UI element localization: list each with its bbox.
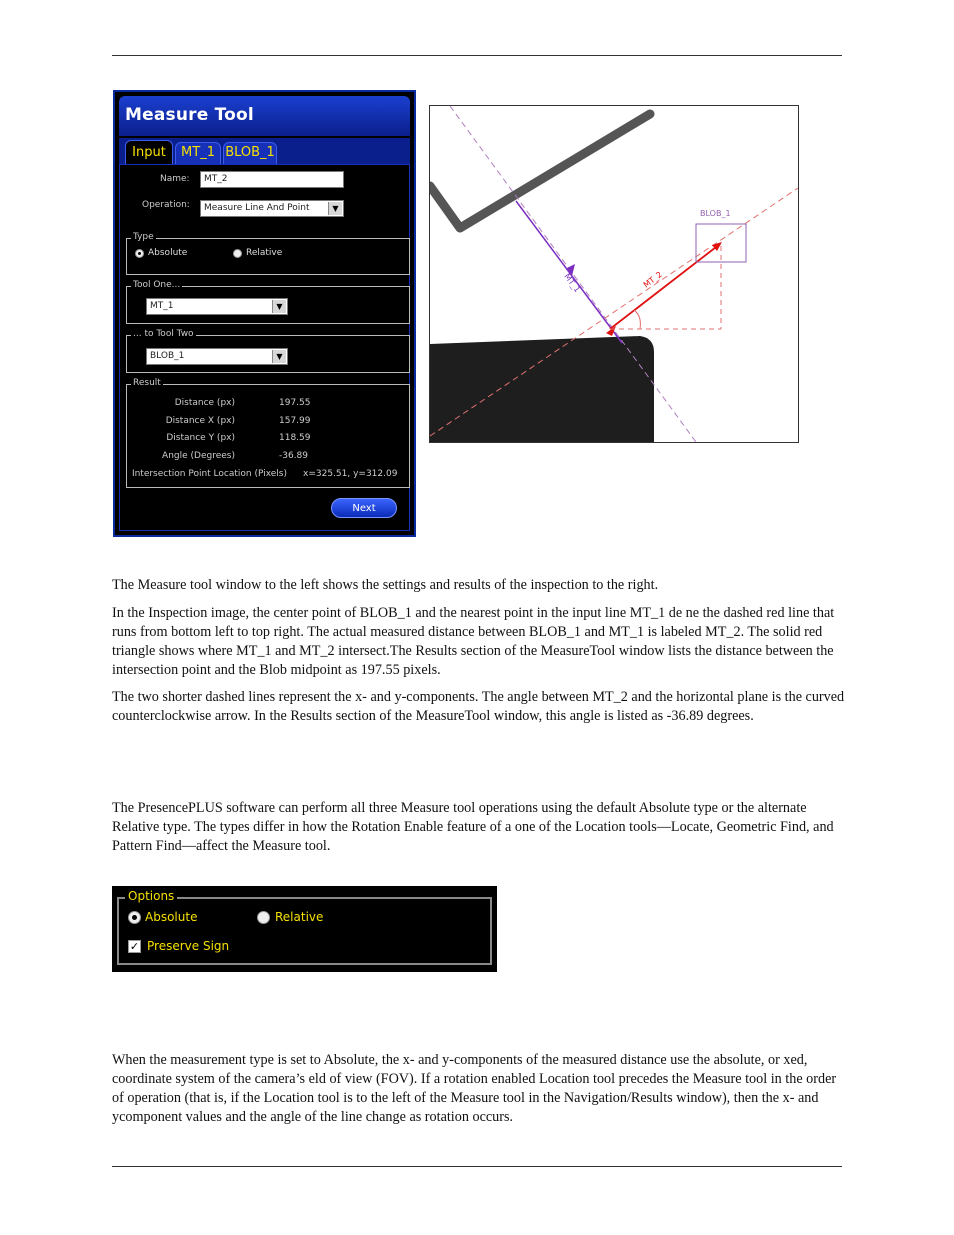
operation-value: Measure Line And Point [204, 203, 310, 213]
paragraph-3: The two shorter dashed lines represent the x- and y-components. The angle between MT_2 and the horizontal plane is the curved counterclockwise arrow. In the Results section of the MeasureTool window, this angle is listed as -36.89 degrees. [112, 689, 845, 724]
tab-input[interactable]: Input [125, 140, 173, 164]
inspection-image [429, 105, 799, 443]
operation-select[interactable] [200, 200, 344, 217]
result-distance-x-value: 157.99 [279, 416, 311, 426]
label-blob: BLOB_1 [700, 209, 731, 218]
tool-one-value: MT_1 [150, 301, 174, 311]
mt2-line [610, 244, 720, 329]
tab-blob1[interactable]: BLOB_1 [223, 142, 277, 164]
options-absolute-label: Absolute [145, 910, 198, 924]
inspection-drawing [430, 106, 798, 442]
options-relative-label: Relative [275, 910, 324, 924]
absolute-radio[interactable] [135, 249, 144, 258]
label-mt1: MT_1 [562, 271, 582, 295]
preserve-sign-checkbox[interactable]: ✓ [129, 940, 140, 953]
type-group [126, 232, 410, 275]
tab-mt1[interactable]: MT_1 [175, 142, 221, 164]
options-absolute-radio[interactable] [128, 911, 141, 924]
input-panel [119, 164, 410, 531]
options-relative-radio[interactable] [257, 911, 270, 924]
name-input[interactable]: MT_2 [200, 171, 344, 188]
tab-bar [119, 138, 410, 164]
absolute-label: Absolute [148, 248, 188, 258]
paragraph-5: When the measurement type is set to Absolute, the x- and y-components of the measured distance use the absolute, or xed, coordinate system of the camera’s eld of view (FOV). If a rotation enabled Location tool precedes the Measure tool in the order of operation (that is, if the Location tool is to the left of the Measure tool in the Navigation/Results window), then the x- and ycomponent values and the angle of the line change as rotation occurs. [112, 1052, 837, 1125]
preserve-sign-label: Preserve Sign [147, 939, 230, 953]
result-group [126, 378, 410, 488]
name-label: Name: [160, 174, 190, 184]
result-distance-value: 197.55 [279, 398, 311, 408]
result-intersection-label: Intersection Point Location (Pixels) [131, 469, 287, 479]
tool-one-select[interactable] [146, 298, 288, 315]
options-group [117, 889, 492, 965]
tool-two-select[interactable] [146, 348, 288, 365]
header-rule [112, 55, 842, 56]
result-angle-label: Angle (Degrees) [162, 451, 235, 461]
footer-rule [112, 1166, 842, 1167]
result-group-title: Result [133, 378, 161, 388]
tool-two-value: BLOB_1 [150, 351, 185, 361]
result-distance-x-label: Distance X (px) [165, 416, 235, 426]
dark-block-shape [430, 336, 654, 442]
options-panel [112, 886, 497, 972]
label-mt2: MT_2 [641, 269, 664, 290]
paragraph-2: In the Inspection image, the center point of BLOB_1 and the nearest point in the input line MT_1 de ne the dashed red line that runs from bottom left to top right. The actual measured distance between BLOB_1 and MT_1 is labeled MT_2. The solid red triangle shows where MT_1 and MT_2 intersect.The Results section of the MeasureTool window lists the distance between the intersection point and the Blob midpoint as 197.55 pixels. [112, 605, 835, 678]
tool-one-group [126, 280, 410, 324]
relative-radio[interactable] [233, 249, 242, 258]
result-intersection-value: x=325.51, y=312.09 [303, 469, 398, 479]
chevron-down-icon: ▼ [272, 350, 286, 363]
title-bar [119, 96, 410, 136]
next-button[interactable]: Next [331, 498, 397, 518]
result-distance-y-label: Distance Y (px) [166, 433, 235, 443]
window-title: Measure Tool [125, 105, 254, 125]
result-distance-y-value: 118.59 [279, 433, 311, 443]
paragraph-1: The Measure tool window to the left shows the settings and results of the inspection to the right. [112, 577, 659, 593]
tool-two-group [126, 329, 410, 373]
bent-pin-shape [430, 114, 650, 228]
options-title: Options [125, 889, 177, 903]
chevron-down-icon: ▼ [272, 300, 286, 313]
paragraph-4: The PresencePLUS software can perform all three Measure tool operations using the default Absolute type or the alternate Relative type. The types differ in how the Rotation Enable feature of a one of the Location tools—Locate, Geometric Find, and Pattern Find—affect the Measure tool. [112, 800, 834, 854]
angle-arc [634, 310, 640, 329]
tool-one-title: Tool One... [133, 280, 181, 290]
chevron-down-icon: ▼ [328, 202, 342, 215]
result-distance-label: Distance (px) [174, 398, 235, 408]
measure-tool-window [113, 90, 416, 537]
operation-label: Operation: [142, 200, 190, 210]
relative-label: Relative [246, 248, 283, 258]
result-angle-value: -36.89 [279, 451, 309, 461]
type-group-title: Type [133, 232, 154, 242]
tool-two-title: ... to Tool Two [133, 329, 194, 339]
